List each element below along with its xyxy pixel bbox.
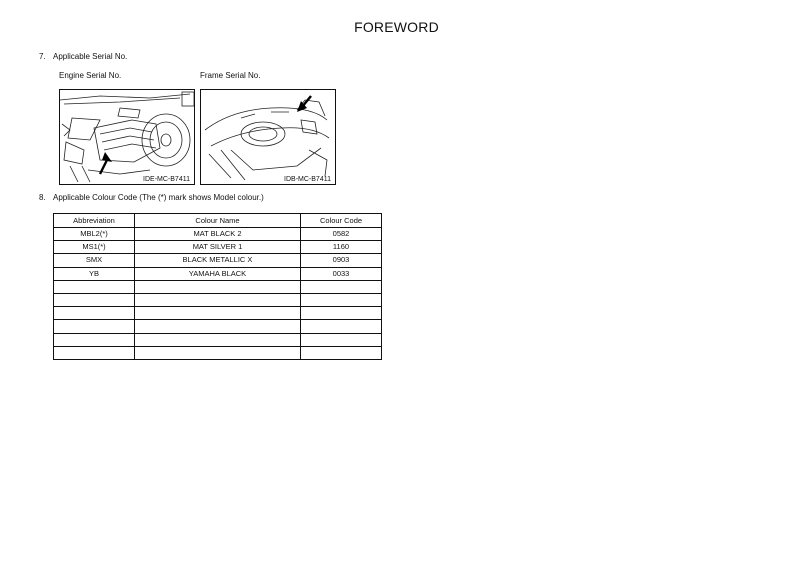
column-header-colour-name: Colour Name xyxy=(135,214,301,228)
engine-illustration xyxy=(60,90,194,184)
cell-abbreviation xyxy=(54,280,135,293)
cell-colour-name xyxy=(135,333,301,346)
frame-serial-label: Frame Serial No. xyxy=(200,71,261,80)
section-7-heading xyxy=(39,52,127,61)
cell-abbreviation: YB xyxy=(54,267,135,280)
cell-abbreviation xyxy=(54,346,135,359)
section-8-title: Applicable Colour Code (The (*) mark shows Model colour.) xyxy=(53,193,264,202)
cell-colour-name: YAMAHA BLACK xyxy=(135,267,301,280)
section-8-heading xyxy=(39,193,264,202)
table-row xyxy=(54,280,382,293)
table-row xyxy=(54,333,382,346)
table-row xyxy=(54,254,382,267)
frame-illustration xyxy=(201,90,335,184)
cell-colour-code xyxy=(301,320,382,333)
table-header-row xyxy=(54,214,382,228)
cell-abbreviation xyxy=(54,320,135,333)
section-8-number: 8. xyxy=(39,193,46,202)
cell-abbreviation: MBL2(*) xyxy=(54,228,135,241)
cell-abbreviation xyxy=(54,333,135,346)
cell-colour-name xyxy=(135,346,301,359)
arrow-icon xyxy=(100,152,112,174)
cell-abbreviation: SMX xyxy=(54,254,135,267)
table-row xyxy=(54,346,382,359)
table-row xyxy=(54,267,382,280)
engine-serial-figure xyxy=(59,89,195,185)
cell-colour-code: 1160 xyxy=(301,241,382,254)
column-header-abbreviation: Abbreviation xyxy=(54,214,135,228)
frame-figure-code: IDB-MC-B7411 xyxy=(284,176,331,183)
cell-colour-name: BLACK METALLIC X xyxy=(135,254,301,267)
cell-colour-name: MAT BLACK 2 xyxy=(135,228,301,241)
cell-colour-name xyxy=(135,280,301,293)
cell-abbreviation xyxy=(54,293,135,306)
section-7-title: Applicable Serial No. xyxy=(53,52,128,61)
cell-colour-code xyxy=(301,346,382,359)
cell-colour-name xyxy=(135,307,301,320)
table-row xyxy=(54,307,382,320)
cell-colour-name xyxy=(135,293,301,306)
cell-colour-code: 0582 xyxy=(301,228,382,241)
cell-abbreviation xyxy=(54,307,135,320)
cell-abbreviation: MS1(*) xyxy=(54,241,135,254)
table-row xyxy=(54,320,382,333)
cell-colour-code xyxy=(301,280,382,293)
cell-colour-name xyxy=(135,320,301,333)
table-row xyxy=(54,293,382,306)
column-header-colour-code: Colour Code xyxy=(301,214,382,228)
cell-colour-code: 0033 xyxy=(301,267,382,280)
cell-colour-code xyxy=(301,293,382,306)
section-7-number: 7. xyxy=(39,52,46,61)
cell-colour-code xyxy=(301,333,382,346)
cell-colour-code xyxy=(301,307,382,320)
frame-serial-figure xyxy=(200,89,336,185)
cell-colour-name: MAT SILVER 1 xyxy=(135,241,301,254)
cell-colour-code: 0903 xyxy=(301,254,382,267)
engine-figure-code: IDE-MC-B7411 xyxy=(143,176,190,183)
engine-serial-label: Engine Serial No. xyxy=(59,71,122,80)
page-title: FOREWORD xyxy=(354,19,439,35)
table-row xyxy=(54,241,382,254)
table-row xyxy=(54,228,382,241)
colour-code-table xyxy=(53,213,382,360)
